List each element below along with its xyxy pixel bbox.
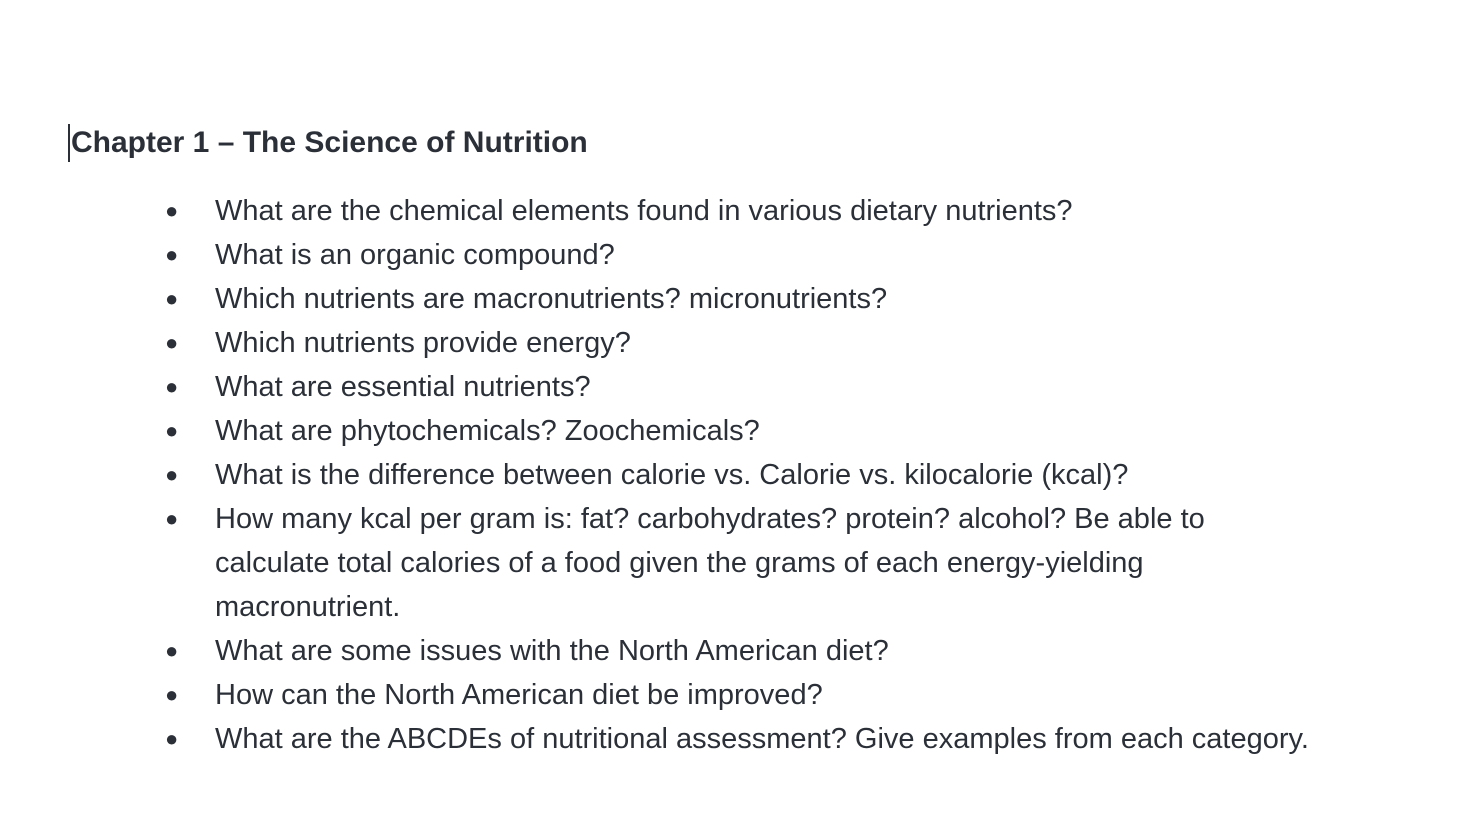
list-item: [165, 321, 1325, 365]
question-text: What are the chemical elements found in various dietary nutrients?: [215, 195, 1073, 227]
question-text: Which nutrients provide energy?: [215, 327, 631, 359]
heading-line: [68, 121, 588, 165]
list-item: [165, 409, 1325, 453]
list-item: [165, 365, 1325, 409]
bullet-icon: ●: [165, 638, 179, 663]
list-item: [165, 717, 1325, 761]
question-text: What are phytochemicals? Zoochemicals?: [215, 415, 760, 447]
list-item: [165, 189, 1325, 233]
question-list: [165, 189, 1325, 761]
question-text: What is an organic compound?: [215, 239, 615, 271]
question-text: Which nutrients are macronutrients? micronutrients?: [215, 283, 888, 315]
bullet-icon: ●: [165, 330, 179, 355]
bullet-icon: ●: [165, 286, 179, 311]
text-cursor: [68, 124, 70, 162]
bullet-icon: ●: [165, 726, 179, 751]
bullet-icon: ●: [165, 682, 179, 707]
list-item: [165, 497, 1325, 629]
bullet-icon: ●: [165, 506, 179, 531]
question-text: What are the ABCDEs of nutritional assessment? Give examples from each category.: [215, 723, 1309, 755]
question-text: What are some issues with the North American diet?: [215, 635, 889, 667]
list-item: [165, 673, 1325, 717]
bullet-icon: ●: [165, 418, 179, 443]
question-text: How can the North American diet be improved?: [215, 679, 823, 711]
chapter-heading: Chapter 1 – The Science of Nutrition: [71, 126, 588, 159]
question-text: What is the difference between calorie vs. Calorie vs. kilocalorie (kcal)?: [215, 459, 1129, 491]
bullet-icon: ●: [165, 374, 179, 399]
bullet-icon: ●: [165, 198, 179, 223]
list-item: [165, 629, 1325, 673]
bullet-icon: ●: [165, 242, 179, 267]
question-text: What are essential nutrients?: [215, 371, 591, 403]
list-item: [165, 277, 1325, 321]
question-text: How many kcal per gram is: fat? carbohydrates? protein? alcohol? Be able to calculate total calories of a food given the grams of each energy-yielding macronutrient.: [215, 503, 1205, 623]
list-item: [165, 453, 1325, 497]
bullet-icon: ●: [165, 462, 179, 487]
list-item: [165, 233, 1325, 277]
